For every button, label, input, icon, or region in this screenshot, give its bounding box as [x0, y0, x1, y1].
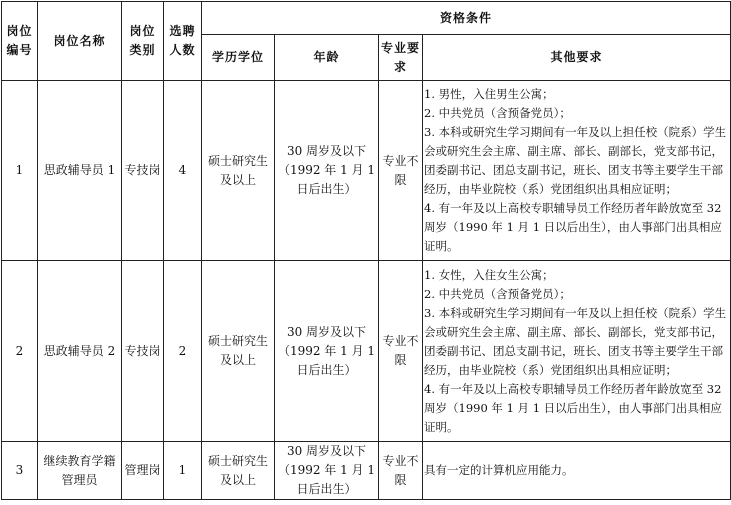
header-age: 年龄 [275, 35, 379, 81]
cell-education: 硕士研究生及以上 [202, 81, 275, 261]
cell-post-type: 专技岗 [122, 81, 164, 261]
table-row [2, 261, 731, 442]
cell-post-name: 思政辅导员 2 [38, 261, 122, 442]
requirement-item: 具有一定的计算机应用能力。 [424, 463, 574, 477]
header-count: 选聘人数 [164, 2, 202, 81]
requirement-item: 1. 女性，入住女生公寓； [424, 267, 554, 282]
cell-education: 硕士研究生及以上 [202, 442, 275, 500]
requirement-item: 1. 男性，入住男生公寓； [424, 87, 554, 101]
table-row [2, 81, 731, 261]
cell-other-requirements [423, 261, 731, 442]
header-other: 其他要求 [423, 35, 731, 81]
requirement-item: 4. 有一年及以上高校专职辅导员工作经历者年龄放宽至 32 周岁（1990 年 1 月 1 日以后出生），由人事部门出具相应证明。 [424, 201, 722, 253]
cell-age: 30 周岁及以下（1992 年 1 月 1 日后出生） [275, 442, 379, 500]
cell-post-name: 继续教育学籍管理员 [38, 442, 122, 500]
cell-post-type: 专技岗 [122, 261, 164, 442]
cell-major: 专业不限 [379, 81, 423, 261]
cell-post-no: 1 [2, 81, 38, 261]
cell-major: 专业不限 [379, 442, 423, 500]
cell-age: 30 周岁及以下（1992 年 1 月 1 日后出生） [275, 261, 379, 442]
cell-count: 1 [164, 442, 202, 500]
requirement-item: 3. 本科或研究生学习期间有一年及以上担任校（院系）学生会或研究生会主席、副主席、部长、副部长，党支部书记，团委副书记、团总支副书记，班长、团支书等主要学生干部经历，由毕业院校（系）党团组织出具相应证明； [424, 125, 727, 196]
recruitment-table [1, 1, 731, 500]
table-row [2, 442, 731, 500]
cell-major: 专业不限 [379, 261, 423, 442]
cell-other-requirements [423, 442, 731, 500]
cell-age: 30 周岁及以下（1992 年 1 月 1 日后出生） [275, 81, 379, 261]
cell-education: 硕士研究生及以上 [202, 261, 275, 442]
cell-post-no: 2 [2, 261, 38, 442]
header-major: 专业要求 [379, 35, 423, 81]
header-post-name: 岗位名称 [38, 2, 122, 81]
cell-post-name: 思政辅导员 1 [38, 81, 122, 261]
cell-count: 4 [164, 81, 202, 261]
cell-post-type: 管理岗 [122, 442, 164, 500]
header-education: 学历学位 [202, 35, 275, 81]
cell-other-requirements [423, 81, 731, 261]
header-post-no: 岗位编号 [2, 2, 38, 81]
requirement-item: 2. 中共党员（含预备党员）； [424, 286, 571, 301]
cell-count: 2 [164, 261, 202, 442]
header-qualifications: 资格条件 [202, 2, 731, 35]
requirement-item: 3. 本科或研究生学习期间有一年及以上担任校（院系）学生会或研究生会主席、副主席、部长、副部长，党支部书记，团委副书记、团总支副书记，班长、团支书等主要学生干部经历，由毕业院校（系）党团组织出具相应证明； [424, 305, 727, 377]
requirement-item: 2. 中共党员（含预备党员）； [424, 106, 571, 120]
header-post-type: 岗位类别 [122, 2, 164, 81]
cell-post-no: 3 [2, 442, 38, 500]
requirement-item: 4. 有一年及以上高校专职辅导员工作经历者年龄放宽至 32 周岁（1990 年 1 月 1 日以后出生），由人事部门出具相应证明。 [424, 381, 722, 434]
